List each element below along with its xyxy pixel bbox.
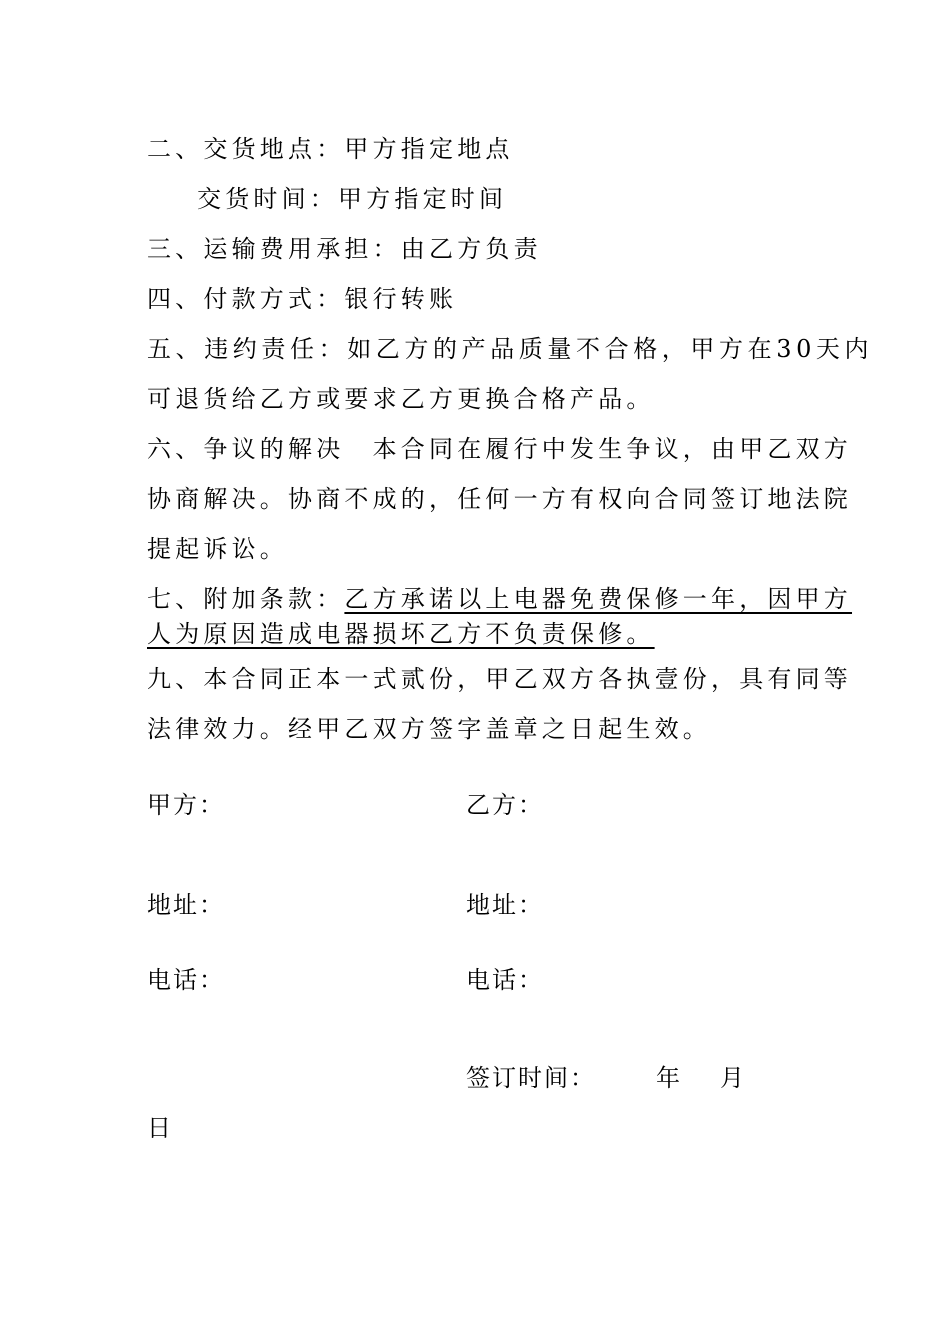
clause-2-line-1: 二、交货地点：甲方指定地点 xyxy=(147,135,514,163)
clause-9-line-2: 法律效力。经甲乙双方签字盖章之日起生效。 xyxy=(147,715,711,743)
clause-7-underlined-text-2: 人为原因造成电器损坏乙方不负责保修。 xyxy=(147,620,655,648)
party-b-phone-label: 电话： xyxy=(466,966,544,994)
party-b-label: 乙方： xyxy=(466,791,544,819)
signing-date-label: 签订时间： xyxy=(466,1064,596,1092)
clause-7-prefix: 七、附加条款： xyxy=(147,585,345,613)
clause-9-line-1: 九、本合同正本一式贰份，甲乙双方各执壹份，具有同等 xyxy=(147,665,852,693)
clause-5-line-1: 五、违约责任：如乙方的产品质量不合格，甲方在30天内 xyxy=(147,335,874,363)
year-label: 年 xyxy=(656,1064,682,1092)
clause-7-line-2 xyxy=(147,619,807,649)
clause-4: 四、付款方式：银行转账 xyxy=(147,285,458,313)
party-b-address-label: 地址： xyxy=(466,891,544,919)
clause-6-line-1: 六、争议的解决 本合同在履行中发生争议，由甲乙双方 xyxy=(147,435,852,463)
clause-5-line-2: 可退货给乙方或要求乙方更换合格产品。 xyxy=(147,385,655,413)
clause-6-line-3: 提起诉讼。 xyxy=(147,535,288,563)
month-label: 月 xyxy=(720,1064,746,1092)
clause-3: 三、运输费用承担：由乙方负责 xyxy=(147,235,542,263)
clause-6-line-2: 协商解决。协商不成的，任何一方有权向合同签订地法院 xyxy=(147,485,852,513)
day-label: 日 xyxy=(147,1114,173,1142)
clause-2-line-2: 交货时间：甲方指定时间 xyxy=(197,185,508,213)
party-a-label: 甲方： xyxy=(147,791,225,819)
party-a-phone-label: 电话： xyxy=(147,966,225,994)
party-a-address-label: 地址： xyxy=(147,891,225,919)
clause-7-line-1 xyxy=(147,584,853,614)
clause-7-underlined-text: 乙方承诺以上电器免费保修一年，因甲方 xyxy=(344,585,853,613)
